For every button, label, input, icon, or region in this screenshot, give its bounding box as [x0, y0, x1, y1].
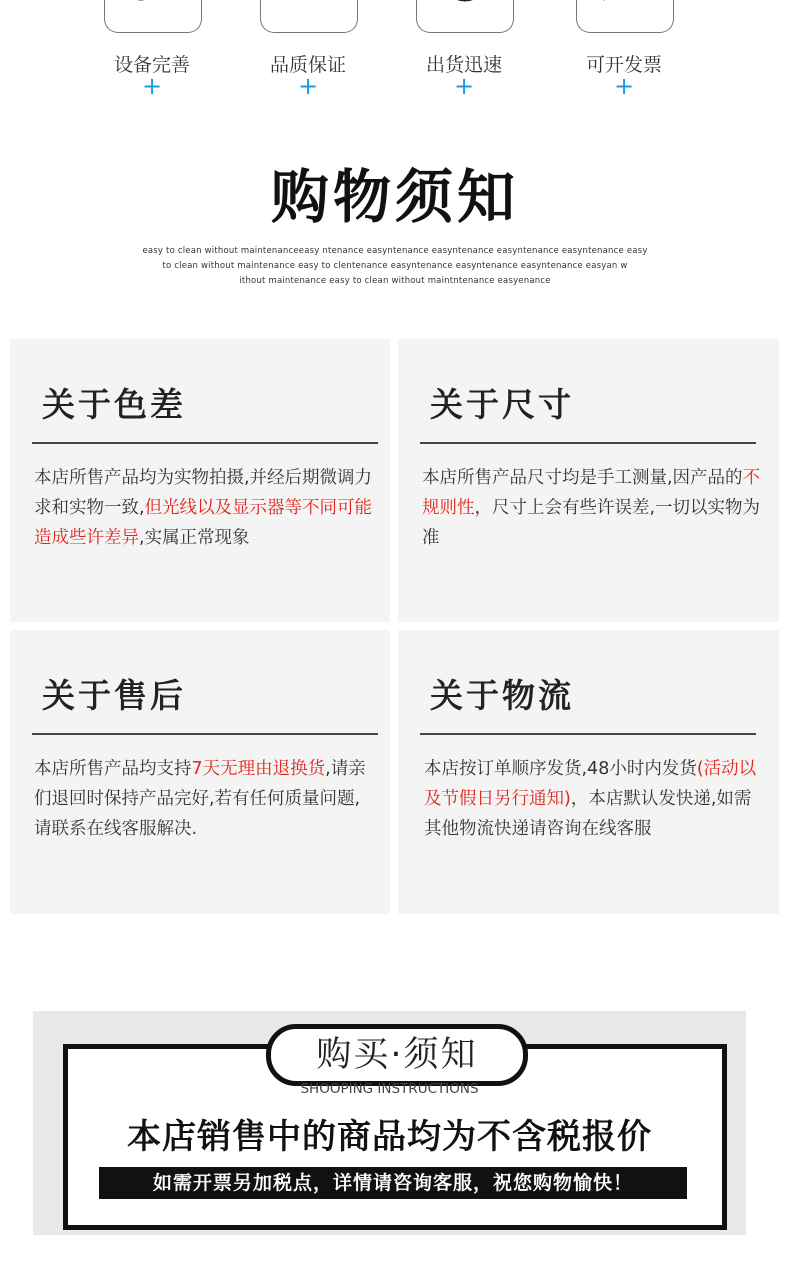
subtitle-line: ithout maintenance easy to clean without maintntenance easyenance	[239, 276, 551, 286]
divider	[420, 442, 756, 444]
highlight-text: 但光线以及显示器等不同可能造成些许差异	[34, 498, 373, 548]
text-part: 本店所售产品均支持	[34, 759, 192, 779]
plus-icon: +	[613, 72, 635, 100]
purchase-notice-banner	[33, 1011, 746, 1235]
text-part: 本店按订单顺序发货,48小时内发货	[424, 759, 697, 779]
card-color-difference	[10, 339, 390, 622]
quality-icon	[260, 0, 358, 33]
card-text	[34, 463, 374, 553]
plus-icon: +	[453, 72, 475, 100]
text-part: ,实属正常现象	[139, 528, 250, 548]
subtitle-line: easy to clean without maintenanceeasy ntenance easyntenance easyntenance easyntenance easyntenance easy	[142, 246, 648, 256]
card-title: 关于售后	[42, 676, 186, 715]
feature-label: 可开发票	[585, 54, 662, 76]
text-part: ,请亲们退回时保持产品完好,若有任何质量问题,请联系在线客服解决.	[34, 759, 366, 839]
divider	[32, 733, 378, 735]
text-part: 本店所售产品尺寸均是手工测量,因产品的	[422, 468, 743, 488]
card-title: 关于尺寸	[430, 385, 574, 424]
subtitle-line: to clean without maintenance easy to clentenance easyntenance easyntenance easyntenance easyan w	[162, 261, 628, 271]
banner-headline: 本店销售中的商品均为不含税报价	[127, 1117, 652, 1157]
card-title: 关于色差	[42, 385, 186, 424]
banner-pill-title: 购买·须知	[266, 1024, 528, 1086]
feature-label: 品质保证	[269, 54, 346, 76]
highlight-text: 不规则性	[422, 468, 761, 518]
text-part: ，本店默认发快递,如需其他物流快递请咨询在线客服	[424, 789, 752, 839]
plus-icon: +	[141, 72, 163, 100]
card-text	[34, 754, 374, 844]
card-text	[424, 754, 766, 844]
text-part: ，尺寸上会有些许误差,一切以实物为准	[422, 498, 761, 548]
invoice-icon	[576, 0, 674, 33]
highlight-text: 7天无理由退换货	[191, 759, 326, 779]
card-logistics	[398, 630, 779, 914]
card-after-sale	[10, 630, 390, 914]
page-title: 购物须知	[270, 163, 519, 231]
banner-strip: 如需开票另加税点，详情请咨询客服，祝您购物愉快！	[99, 1167, 687, 1199]
divider	[32, 442, 378, 444]
plus-icon: +	[297, 72, 319, 100]
highlight-text: (活动以及节假日另行通知)	[424, 759, 757, 809]
banner-subtitle: SHOOPING INSTRUCTIONS	[300, 1081, 479, 1097]
device-icon	[104, 0, 202, 33]
shipping-icon	[416, 0, 514, 33]
text-part: 本店所售产品均为实物拍摄,并经后期微调力求和实物一致,	[34, 468, 373, 518]
feature-label: 出货迅速	[425, 54, 502, 76]
card-title: 关于物流	[430, 676, 574, 715]
divider	[420, 733, 756, 735]
feature-label: 设备完善	[113, 54, 190, 76]
card-size	[398, 339, 779, 622]
card-text	[422, 463, 764, 553]
